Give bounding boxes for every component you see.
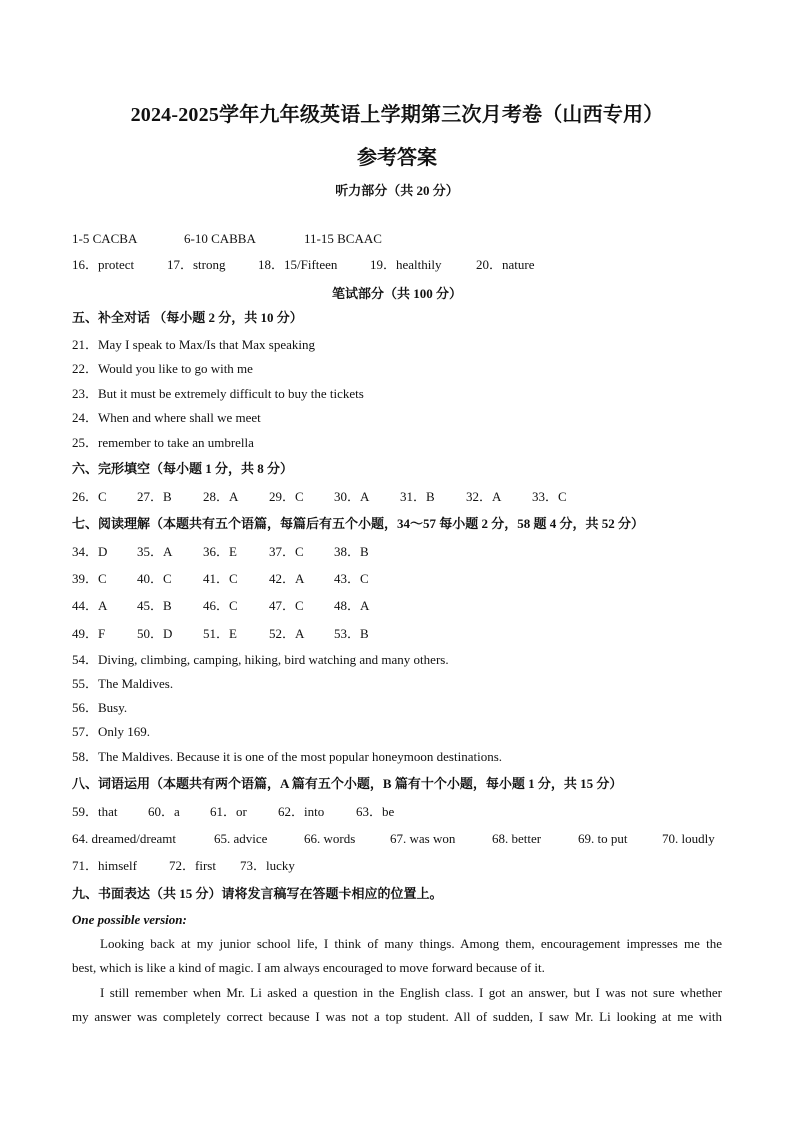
answer-item: 53．B: [334, 626, 369, 641]
answer-item: 43．C: [334, 571, 369, 586]
section-8-heading: 八、词语运用（本题共有两个语篇，A 篇有五个小题，B 篇有十个小题，每小题 1 分，共 15 分）: [72, 776, 623, 791]
answer-item: 46．C: [203, 598, 238, 613]
answer-item: 30．A: [334, 489, 370, 504]
answer-item: 24．When and where shall we meet: [72, 410, 261, 425]
page-subtitle: 参考答案: [357, 147, 437, 169]
answer-item: 17．strong: [167, 257, 226, 272]
answer-item: 72．first: [169, 858, 216, 873]
section-6-heading: 六、完形填空（每小题 1 分，共 8 分）: [72, 461, 294, 476]
answer-group: 11-15 BCAAC: [304, 231, 382, 246]
answer-item: 61．or: [210, 804, 247, 819]
answer-item: 26．C: [72, 489, 107, 504]
version-label: One possible version:: [72, 912, 187, 927]
answer-item: 33．C: [532, 489, 567, 504]
answer-item: 57．Only 169.: [72, 724, 151, 739]
answer-item: 39．C: [72, 571, 107, 586]
written-heading: 笔试部分（共 100 分）: [331, 286, 462, 301]
answer-item: 59．that: [72, 804, 118, 819]
answer-item: 19．healthily: [370, 257, 442, 272]
section-7-heading: 七、阅读理解（本题共有五个语篇，每篇后有五个小题，34～57 每小题 2 分，58 题 4 分，共 52 分）: [72, 516, 645, 531]
answer-item: 66. words: [304, 831, 356, 846]
answer-item: 71．himself: [72, 858, 137, 873]
answer-item: 54．Diving, climbing, camping, hiking, bird watching and many others.: [72, 652, 449, 667]
answer-item: 62．into: [278, 804, 325, 819]
answer-item: 60．a: [148, 804, 180, 819]
answer-item: 52．A: [269, 626, 305, 641]
answer-item: 45．B: [137, 598, 172, 613]
answer-item: 23．But it must be extremely difficult to buy the tickets: [72, 386, 364, 401]
answer-item: 22．Would you like to go with me: [72, 361, 253, 376]
essay-line: best, which is like a kind of magic. I am always encouraged to move forward because of it.: [72, 960, 545, 975]
answer-item: 18．15/Fifteen: [258, 257, 338, 272]
answer-item: 28．A: [203, 489, 239, 504]
answer-item: 25．remember to take an umbrella: [72, 435, 254, 450]
answer-item: 64. dreamed/dreamt: [72, 831, 176, 846]
listening-heading: 听力部分（共 20 分）: [335, 183, 459, 198]
page-title: 2024-2025学年九年级英语上学期第三次月考卷（山西专用）: [130, 104, 664, 126]
answer-item: 35．A: [137, 544, 173, 559]
answer-item: 50．D: [137, 626, 173, 641]
answer-item: 65. advice: [214, 831, 268, 846]
answer-item: 41．C: [203, 571, 238, 586]
answer-group: 1-5 CACBA: [72, 231, 138, 246]
section-9-heading: 九、书面表达（共 15 分）请将发言稿写在答题卡相应的位置上。: [72, 886, 443, 901]
answer-item: 32．A: [466, 489, 502, 504]
answer-item: 16．protect: [72, 257, 135, 272]
answer-item: 44．A: [72, 598, 108, 613]
answer-item: 42．A: [269, 571, 305, 586]
answer-item: 67. was won: [390, 831, 456, 846]
answer-item: 36．E: [203, 544, 237, 559]
answer-item: 70. loudly: [662, 831, 715, 846]
answer-item: 68. better: [492, 831, 542, 846]
answer-item: 48．A: [334, 598, 370, 613]
answer-item: 38．B: [334, 544, 369, 559]
answer-item: 31．B: [400, 489, 435, 504]
essay-line: I still remember when Mr. Li asked a question in the English class. I got an answer, but I was not sure whether: [100, 985, 722, 1000]
answer-item: 69. to put: [578, 831, 628, 846]
answer-item: 63．be: [356, 804, 395, 819]
answer-item: 34．D: [72, 544, 108, 559]
answer-item: 29．C: [269, 489, 304, 504]
answer-item: 47．C: [269, 598, 304, 613]
answer-item: 37．C: [269, 544, 304, 559]
answer-item: 58．The Maldives. Because it is one of the most popular honeymoon destinations.: [72, 749, 503, 764]
answer-item: 20．nature: [476, 257, 535, 272]
answer-item: 49．F: [72, 626, 106, 641]
essay-line: Looking back at my junior school life, I think of many things. Among them, encouragement impresses me the: [100, 936, 722, 951]
answer-item: 27．B: [137, 489, 172, 504]
answer-group: 6-10 CABBA: [184, 231, 256, 246]
answer-item: 51．E: [203, 626, 237, 641]
answer-item: 55．The Maldives.: [72, 676, 174, 691]
answer-item: 73．lucky: [240, 858, 295, 873]
answer-item: 56．Busy.: [72, 700, 128, 715]
answer-item: 21．May I speak to Max/Is that Max speaking: [72, 337, 315, 352]
essay-line: my answer was completely correct because I was not a top student. All of sudden, I saw Mr. Li looking at me with: [72, 1009, 722, 1024]
section-5-heading: 五、补全对话 （每小题 2 分，共 10 分）: [72, 310, 303, 325]
answer-item: 40．C: [137, 571, 172, 586]
